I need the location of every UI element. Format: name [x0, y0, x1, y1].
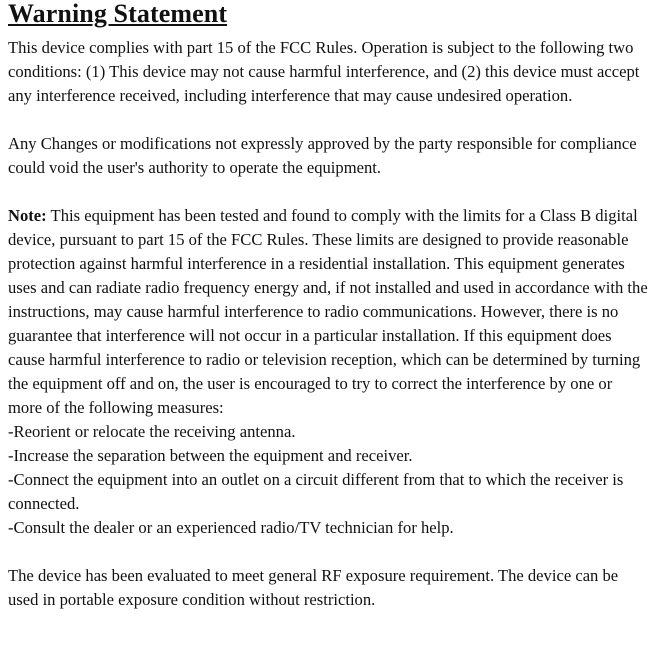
measure-item: -Consult the dealer or an experienced radio/TV technician for help. [8, 518, 454, 537]
modifications-paragraph: Any Changes or modifications not expressly approved by the party responsible for compliance could void the user's authority to operate the equipment. [8, 134, 637, 177]
rf-exposure-paragraph: The device has been evaluated to meet general RF exposure requirement. The device can be used in portable exposure condition without restriction. [8, 566, 619, 609]
paragraph-spacer [8, 540, 648, 564]
note-label: Note: [8, 206, 47, 225]
page-title: Warning Statement [8, 0, 228, 28]
measure-item: -Reorient or relocate the receiving antenna. [8, 422, 296, 441]
document-page [8, 0, 648, 612]
note-paragraph [8, 204, 648, 420]
paragraph-spacer [8, 108, 648, 132]
measure-item: -Connect the equipment into an outlet on a circuit different from that to which the receiver is connected. [8, 470, 624, 513]
paragraph-spacer [8, 180, 648, 204]
note-text: This equipment has been tested and found to comply with the limits for a Class B digital device, pursuant to part 15 of the FCC Rules. These limits are designed to provide reasonable protection against harmful interference in a residential installation. This equipment generates uses and can radiate radio frequency energy and, if not installed and used in accordance with the instructions, may cause harmful interference to radio communications. However, there is no guarantee that interference will not occur in a particular installation. If this equipment does cause harmful interference to radio or television reception, which can be determined by turning the equipment off and on, the user is encouraged to try to correct the interference by one or more of the following measures: [8, 206, 648, 417]
compliance-paragraph: This device complies with part 15 of the FCC Rules. Operation is subject to the following two conditions: (1) This device may not cause harmful interference, and (2) this device must accept any interference received, including interference that may cause undesired operation. [8, 38, 640, 105]
measure-item: -Increase the separation between the equipment and receiver. [8, 446, 413, 465]
